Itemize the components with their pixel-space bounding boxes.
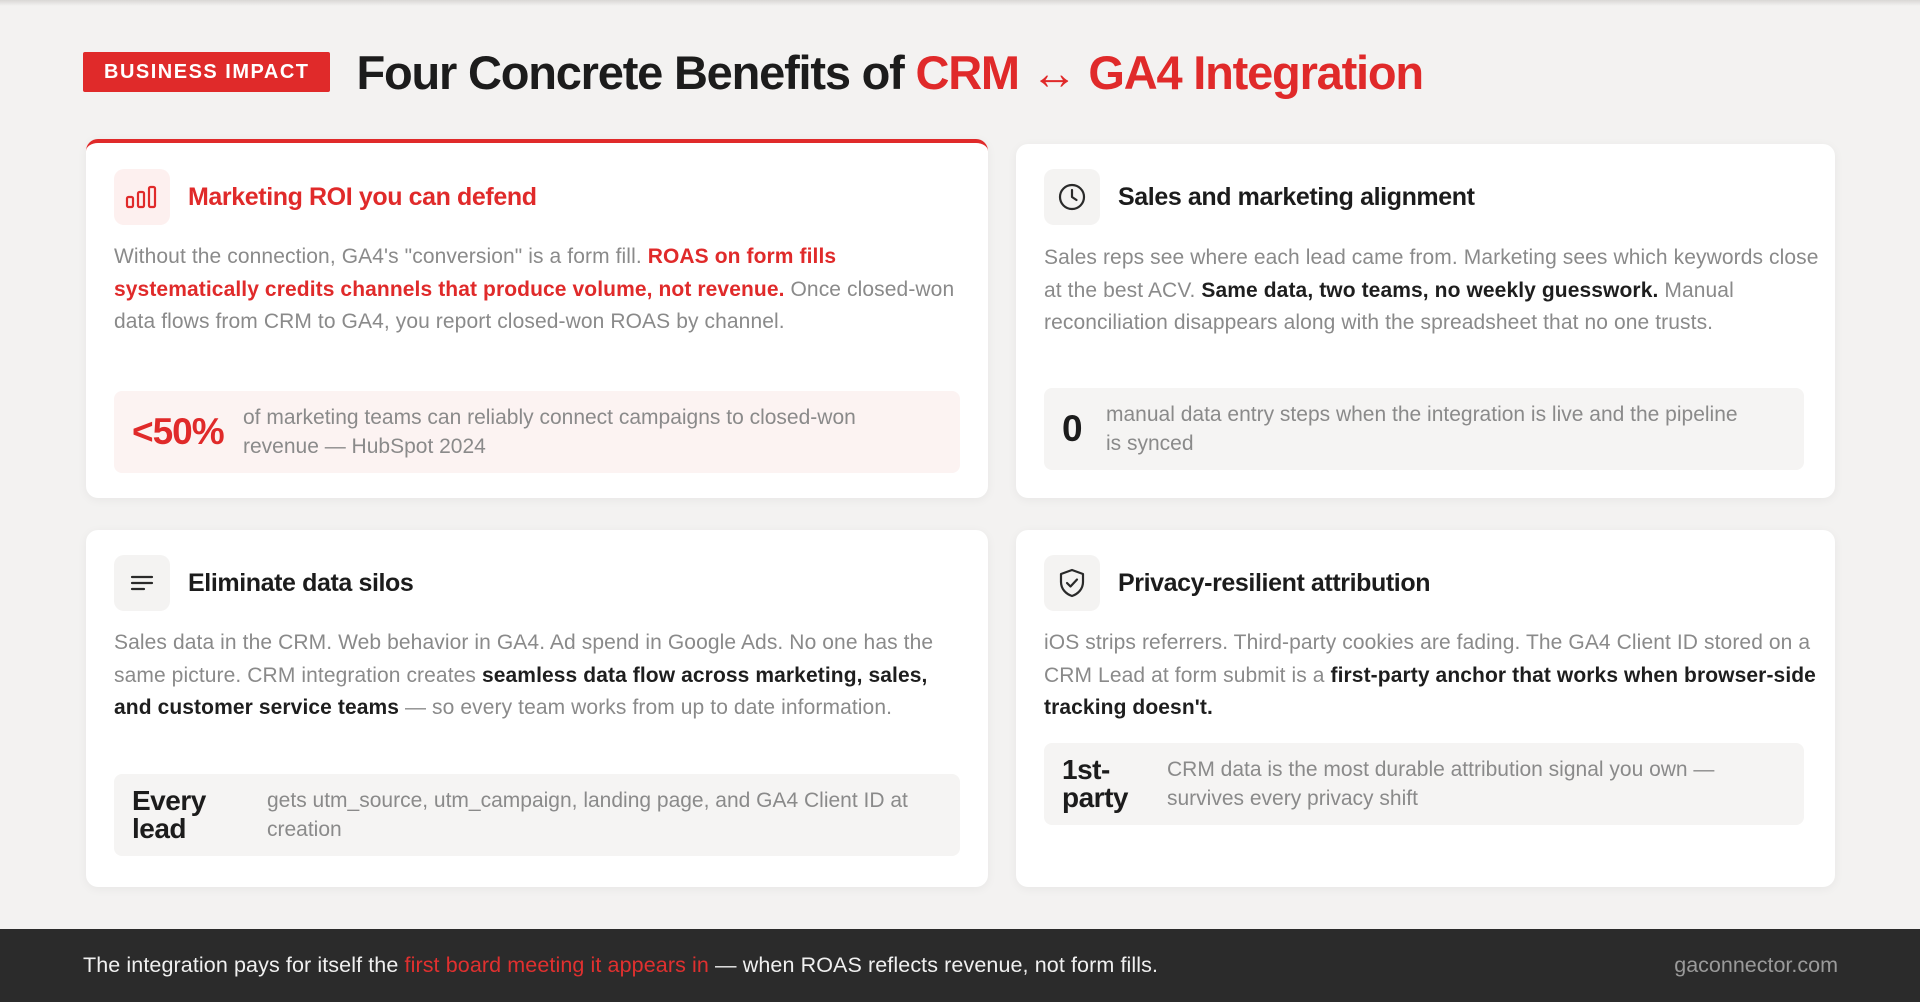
footer-text: — when ROAS reflects revenue, not form fills. xyxy=(708,953,1159,977)
slide-header xyxy=(83,44,1423,100)
stat-value: 0 xyxy=(1062,408,1083,449)
body-text: Manual reconciliation disappears along with the spreadsheet that no one trusts. xyxy=(1044,278,1734,334)
page-title xyxy=(356,45,1422,100)
body-emphasis: seamless data flow across marketing, sales, and customer service teams xyxy=(114,663,928,719)
stat-callout xyxy=(1044,388,1804,470)
benefit-card-privacy xyxy=(1016,530,1835,887)
body-text: Sales data in the CRM. Web behavior in GA4. Ad spend in Google Ads. No one has the same picture. CRM integration creates xyxy=(114,631,934,687)
title-highlight: CRM ↔ GA4 Integration xyxy=(915,45,1423,99)
card-header xyxy=(1044,169,1475,225)
card-body xyxy=(1044,627,1819,725)
body-text: Once closed-won data flows from CRM to GA4, you report closed-won ROAS by channel. xyxy=(114,277,955,333)
section-badge: BUSINESS IMPACT xyxy=(83,52,330,92)
body-text: Without the connection, GA4's "conversion" is a form fill. xyxy=(114,245,648,268)
stat-description: gets utm_source, utm_campaign, landing page, and GA4 Client ID at creation xyxy=(267,789,908,841)
card-body xyxy=(1044,242,1819,340)
body-emphasis: Same data, two teams, no weekly guesswork. xyxy=(1201,278,1659,302)
card-header xyxy=(114,169,537,225)
stat-description: CRM data is the most durable attribution signal you own — survives every privacy shift xyxy=(1167,758,1715,810)
footer-tagline xyxy=(83,953,1158,978)
stat-description: of marketing teams can reliably connect campaigns to closed-won revenue — HubSpot 2024 xyxy=(243,406,856,458)
stat-description: manual data entry steps when the integration is live and the pipeline is synced xyxy=(1106,403,1738,455)
stat-value: <50% xyxy=(132,411,224,452)
card-header xyxy=(114,555,413,611)
card-body xyxy=(114,627,964,725)
benefit-card-roi xyxy=(86,139,988,498)
clock-icon xyxy=(1044,169,1100,225)
body-text: iOS strips referrers. Third-party cookies are fading. The GA4 Client ID stored on a CRM Lead at form submit is a xyxy=(1044,631,1811,687)
footer-highlight: first board meeting it appears in xyxy=(404,953,709,977)
stat-value: Every lead xyxy=(132,785,206,844)
card-title: Eliminate data silos xyxy=(188,568,414,597)
benefit-card-silos xyxy=(86,530,988,887)
shield-check-icon xyxy=(1044,555,1100,611)
benefit-card-alignment xyxy=(1016,144,1835,498)
title-prefix: Four Concrete Benefits of xyxy=(356,45,916,99)
stat-value: 1st-party xyxy=(1062,754,1128,813)
stat-callout xyxy=(114,774,960,856)
card-header xyxy=(1044,555,1430,611)
stat-callout xyxy=(114,391,960,473)
body-text: — so every team works from up to date information. xyxy=(399,696,893,719)
top-shadow xyxy=(0,0,1920,6)
card-title: Sales and marketing alignment xyxy=(1118,182,1475,211)
card-title: Marketing ROI you can defend xyxy=(188,182,537,211)
bar-chart-icon xyxy=(114,169,170,225)
footer-bar xyxy=(0,929,1920,1002)
card-title: Privacy-resilient attribution xyxy=(1118,568,1431,597)
body-emphasis: ROAS on form fills systematically credits channels that produce volume, not revenue. xyxy=(114,245,837,301)
lines-icon xyxy=(114,555,170,611)
footer-domain: gaconnector.com xyxy=(1674,953,1838,977)
card-body xyxy=(114,241,964,339)
footer-text: The integration pays for itself the xyxy=(83,953,405,977)
body-text: Sales reps see where each lead came from. Marketing sees which keywords close at the best ACV. xyxy=(1044,246,1819,302)
stat-callout xyxy=(1044,743,1804,825)
body-emphasis: first-party anchor that works when browser-side tracking doesn't. xyxy=(1044,663,1816,719)
